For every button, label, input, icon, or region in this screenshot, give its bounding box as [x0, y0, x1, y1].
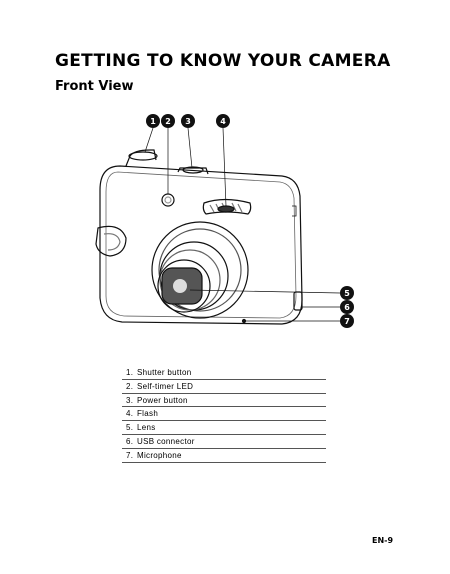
- part-number: 2.: [126, 381, 134, 391]
- part-label: USB connector: [137, 436, 195, 446]
- list-item: [122, 407, 326, 421]
- callout-7: [340, 314, 354, 328]
- svg-text:6: 6: [344, 303, 350, 312]
- part-number: 6.: [126, 436, 134, 446]
- svg-text:1: 1: [150, 117, 156, 126]
- callout-6: [340, 300, 354, 314]
- svg-text:7: 7: [344, 317, 350, 326]
- leader-line-5: [190, 290, 340, 293]
- svg-text:4: 4: [220, 117, 226, 126]
- list-item: [122, 449, 326, 463]
- part-number: 4.: [126, 409, 134, 419]
- section-title: Front View: [55, 79, 134, 94]
- svg-text:2: 2: [165, 117, 171, 126]
- part-number: 7.: [126, 450, 134, 460]
- part-label: Shutter button: [137, 368, 192, 377]
- part-label: Self-timer LED: [137, 381, 194, 391]
- leader-line-1: [145, 128, 153, 152]
- list-item: [122, 421, 326, 435]
- callout-5: [340, 286, 354, 300]
- part-number: 5.: [126, 423, 134, 433]
- list-item: [122, 380, 326, 394]
- svg-text:5: 5: [344, 289, 350, 298]
- callout-2: [161, 114, 175, 128]
- part-number: 1.: [126, 368, 134, 377]
- leader-line-4: [223, 128, 226, 206]
- leader-line-3: [188, 128, 192, 168]
- part-label: Lens: [137, 423, 156, 433]
- list-item: [122, 366, 326, 380]
- callout-1: [146, 114, 160, 128]
- page-title: GETTING TO KNOW YOUR CAMERA: [55, 51, 391, 71]
- part-label: Power button: [137, 395, 188, 405]
- page-number: EN-9: [372, 536, 394, 545]
- list-item: [122, 394, 326, 408]
- part-label: Microphone: [137, 450, 182, 460]
- parts-list: [122, 366, 326, 463]
- callout-4: [216, 114, 230, 128]
- callout-3: [181, 114, 195, 128]
- svg-text:3: 3: [185, 117, 191, 126]
- list-item: [122, 435, 326, 449]
- part-label: Flash: [137, 409, 159, 419]
- part-number: 3.: [126, 395, 134, 405]
